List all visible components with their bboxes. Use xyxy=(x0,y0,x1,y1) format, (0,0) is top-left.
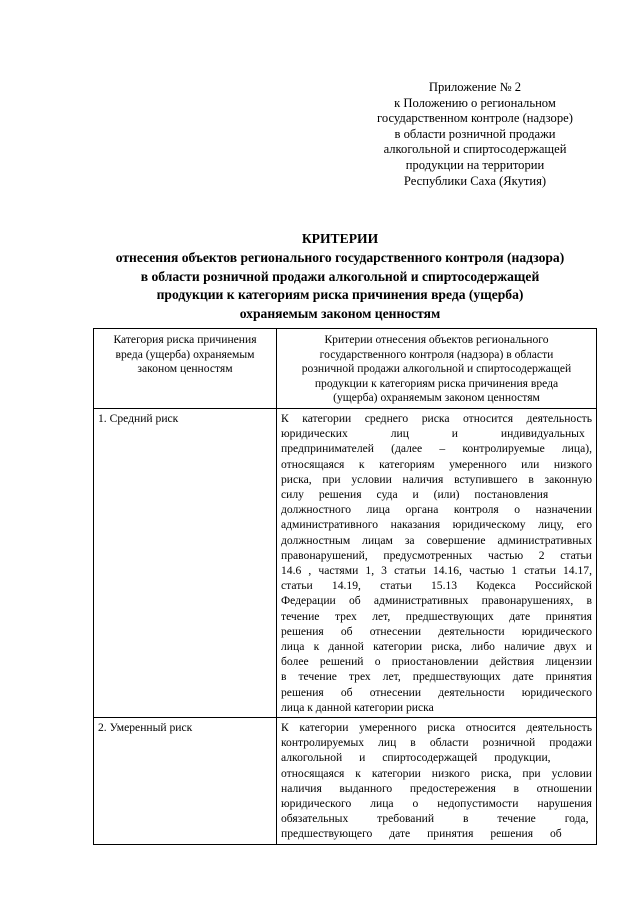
criteria-cell xyxy=(277,718,597,845)
criteria-line: решения об отнесении деятельности юридического xyxy=(281,685,592,699)
header-text: государственного контроля (надзора) в области xyxy=(319,347,554,361)
table-row xyxy=(94,408,597,717)
criteria-line: относящаяся к категориям умеренного или низкого xyxy=(281,457,592,471)
header-text: розничной продажи алкогольной и спиртосодержащей xyxy=(301,362,572,376)
table-row xyxy=(94,718,597,845)
criteria-cell xyxy=(277,408,597,717)
header-text: вреда (ущерба) охраняемым xyxy=(115,347,255,361)
criteria-line: контролируемых лиц в области розничной продажи xyxy=(281,736,592,750)
criteria-line: правонарушений, предусмотренных частью 2 статьи xyxy=(281,548,592,562)
document-title xyxy=(60,230,620,324)
criteria-line: алкогольной и спиртосодержащей продукции, xyxy=(281,751,551,765)
appendix-line: в области розничной продажи xyxy=(394,126,556,141)
appendix-line: Приложение № 2 xyxy=(428,80,522,94)
criteria-line: статьи 14.19, статьи 15.13 Кодекса Российской xyxy=(281,579,592,593)
category-cell: 1. Средний риск xyxy=(94,408,277,717)
appendix-line: к Положению о региональном xyxy=(394,95,556,110)
header-text: Критерии отнесения объектов регионального xyxy=(324,333,549,346)
title-heading: КРИТЕРИИ xyxy=(301,231,379,246)
header-text: законом ценностям xyxy=(137,362,233,376)
criteria-line: юридического лица о недопустимости нарушения xyxy=(281,797,592,811)
title-line: в области розничной продажи алкогольной и спиртосодержащей xyxy=(140,268,540,284)
criteria-line: К категории умеренного риска относится деятельность xyxy=(281,721,592,735)
header-text: продукции к категориям риска причинения вреда xyxy=(314,376,559,390)
criteria-line: обязательных требований в течение года, xyxy=(281,812,589,826)
appendix-line: алкогольной и спиртосодержащей xyxy=(383,142,567,157)
criteria-line: лица к данной категории риска xyxy=(281,700,434,714)
criteria-line: в течение трех лет, предшествующих дате принятия xyxy=(281,670,592,684)
appendix-line: государственном контроле (надзоре) xyxy=(377,111,573,126)
criteria-line: К категории среднего риска относится деятельность xyxy=(281,411,592,425)
criteria-line: риска, при условии наличия вступившего в законную xyxy=(281,472,592,486)
header-category-cell xyxy=(94,329,277,409)
criteria-line: наличия выданного предостережения в отношении xyxy=(281,781,592,795)
criteria-line: Федерации об административных правонарушениях, в xyxy=(281,594,592,608)
appendix-block xyxy=(350,80,600,189)
title-line: продукции к категориям риска причинения вреда (ущерба) xyxy=(156,287,524,303)
criteria-line: юридических лиц и индивидуальных xyxy=(281,427,585,441)
criteria-line: 14.6 , частями 1, 3 статьи 14.16, частью 1 статьи 14.17, xyxy=(281,564,592,577)
criteria-line: предшествующего дате принятия решения об xyxy=(281,827,562,841)
header-text: (ущерба) охраняемым законом ценностям xyxy=(333,391,540,405)
appendix-line: продукции на территории xyxy=(405,157,545,172)
header-text: Категория риска причинения xyxy=(113,333,257,346)
title-line: охраняемым законом ценностям xyxy=(239,306,441,322)
criteria-line: административного наказания юридическому лицу, его xyxy=(281,518,592,532)
criteria-line: должностного лица органа контроля о назначении xyxy=(281,503,592,517)
criteria-line: предпринимателей (далее – контролируемые лица), xyxy=(281,442,592,456)
criteria-line: решения об отнесении деятельности юридического xyxy=(281,624,592,638)
criteria-line: лица к данной категории риска, либо наличие двух и xyxy=(281,640,592,654)
criteria-table xyxy=(93,328,597,845)
criteria-line: более решений о приостановлении действия лицензии xyxy=(281,655,592,669)
category-cell: 2. Умеренный риск xyxy=(94,718,277,845)
criteria-line: относящаяся к категории низкого риска, при условии xyxy=(281,766,592,780)
criteria-line: должностным лицам за совершение административных xyxy=(281,533,592,547)
criteria-line: силу решения суда и (или) постановления xyxy=(281,487,549,501)
criteria-line: течение трех лет, предшествующих дате принятия xyxy=(281,609,592,623)
title-line: отнесения объектов регионального государственного контроля (надзора) xyxy=(115,249,565,265)
table-header-row xyxy=(94,329,597,409)
appendix-line: Республики Саха (Якутия) xyxy=(403,173,547,188)
header-criteria-cell xyxy=(277,329,597,409)
